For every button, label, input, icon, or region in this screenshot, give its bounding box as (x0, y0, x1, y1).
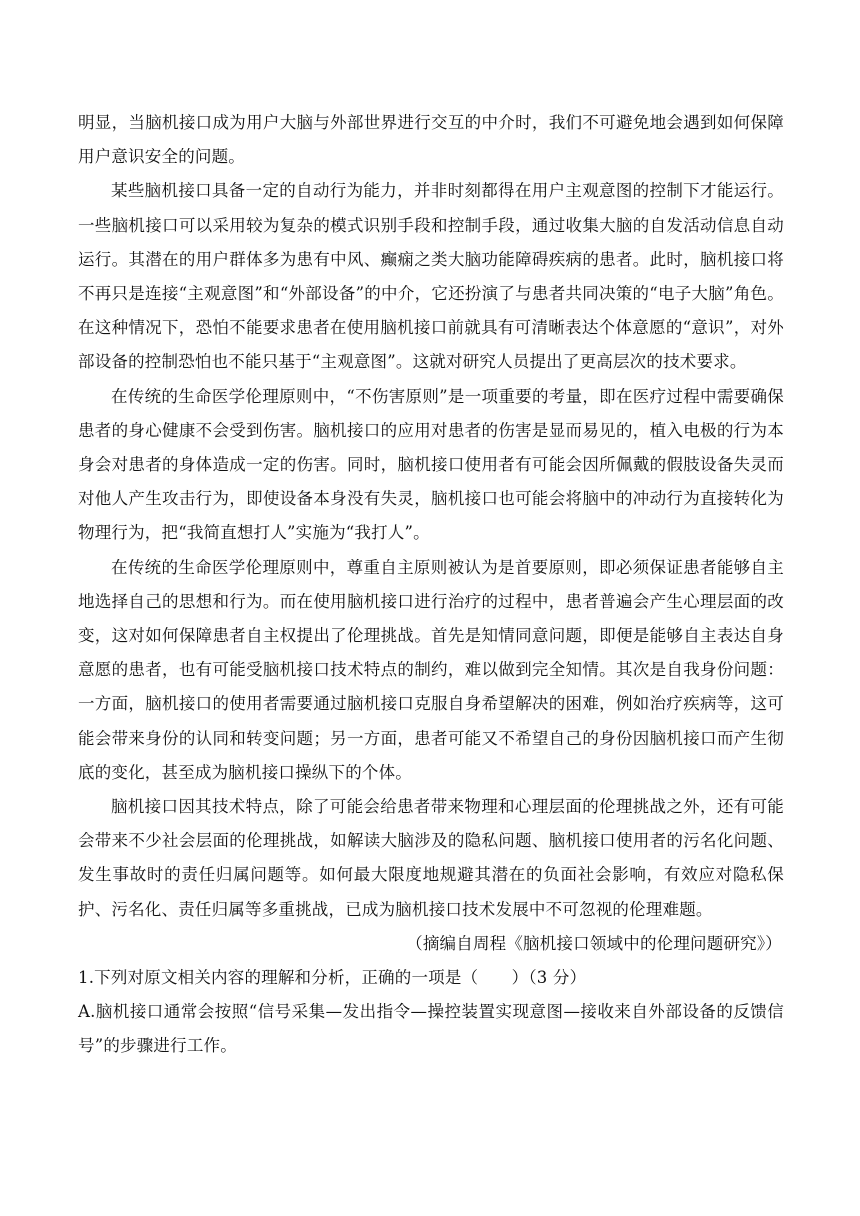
question-1: 1.下列对原文相关内容的理解和分析，正确的一项是（ ）（3 分） (78, 968, 587, 988)
paragraph-continued: 明显，当脑机接口成为用户大脑与外部世界进行交互的中介时，我们不可避免地会遇到如何保障用户意识安全的问题。 (78, 113, 784, 167)
option-a: A.脑机接口通常会按照“信号采集—发出指令—操控装置实现意图—接收来自外部设备的反馈信号”的步骤进行工作。 (78, 1002, 784, 1056)
source-citation: （摘编自周程《脑机接口领域中的伦理问题研究》） (406, 933, 782, 953)
paragraph-autonomous-behavior: 某些脑机接口具备一定的自动行为能力，并非时刻都得在用户主观意图的控制下才能运行。一些脑机接口可以采用较为复杂的模式识别手段和控制手段，通过收集大脑的自发活动信息自动运行。其潜在的用户群体多为患有中风、癫痫之类大脑功能障碍疾病的患者。此时，脑机接口将不再只是连接“主观意图”和“外部设备”的中介，它还扮演了与患者共同决策的“电子大脑”角色。在这种情况下，恐怕不能要求患者在使用脑机接口前就具有可清晰表达个体意愿的“意识”，对外部设备的控制恐怕也不能只基于“主观意图”。这就对研究人员提出了更高层次的技术要求。 (78, 181, 784, 372)
paragraph-social-challenges: 脑机接口因其技术特点，除了可能会给患者带来物理和心理层面的伦理挑战之外，还有可能会带来不少社会层面的伦理挑战，如解读大脑涉及的隐私问题、脑机接口使用者的污名化问题、发生事故时的责任归属问题等。如何最大限度地规避其潜在的负面社会影响，有效应对隐私保护、污名化、责任归属等多重挑战，已成为脑机接口技术发展中不可忽视的伦理难题。 (78, 797, 784, 919)
paragraph-non-harm-principle: 在传统的生命医学伦理原则中，“不伤害原则”是一项重要的考量，即在医疗过程中需要确保患者的身心健康不会受到伤害。脑机接口的应用对患者的伤害是显而易见的，植入电极的行为本身会对患者的身体造成一定的伤害。同时，脑机接口使用者有可能会因所佩戴的假肢设备失灵而对他人产生攻击行为，即使设备本身没有失灵，脑机接口也可能会将脑中的冲动行为直接转化为物理行为，把“我简直想打人”实施为“我打人”。 (78, 386, 784, 543)
article-body (78, 106, 784, 1064)
paragraph-autonomy-principle: 在传统的生命医学伦理原则中，尊重自主原则被认为是首要原则，即必须保证患者能够自主地选择自己的思想和行为。而在使用脑机接口进行治疗的过程中，患者普遍会产生心理层面的改变，这对如何保障患者自主权提出了伦理挑战。首先是知情同意问题，即便是能够自主表达自身意愿的患者，也有可能受脑机接口技术特点的制约，难以做到完全知情。其次是自我身份问题：一方面，脑机接口的使用者需要通过脑机接口克服自身希望解决的困难，例如治疗疾病等，这可能会带来身份的认同和转变问题；另一方面，患者可能又不希望自己的身份因脑机接口而产生彻底的变化，甚至成为脑机接口操纵下的个体。 (78, 557, 784, 782)
